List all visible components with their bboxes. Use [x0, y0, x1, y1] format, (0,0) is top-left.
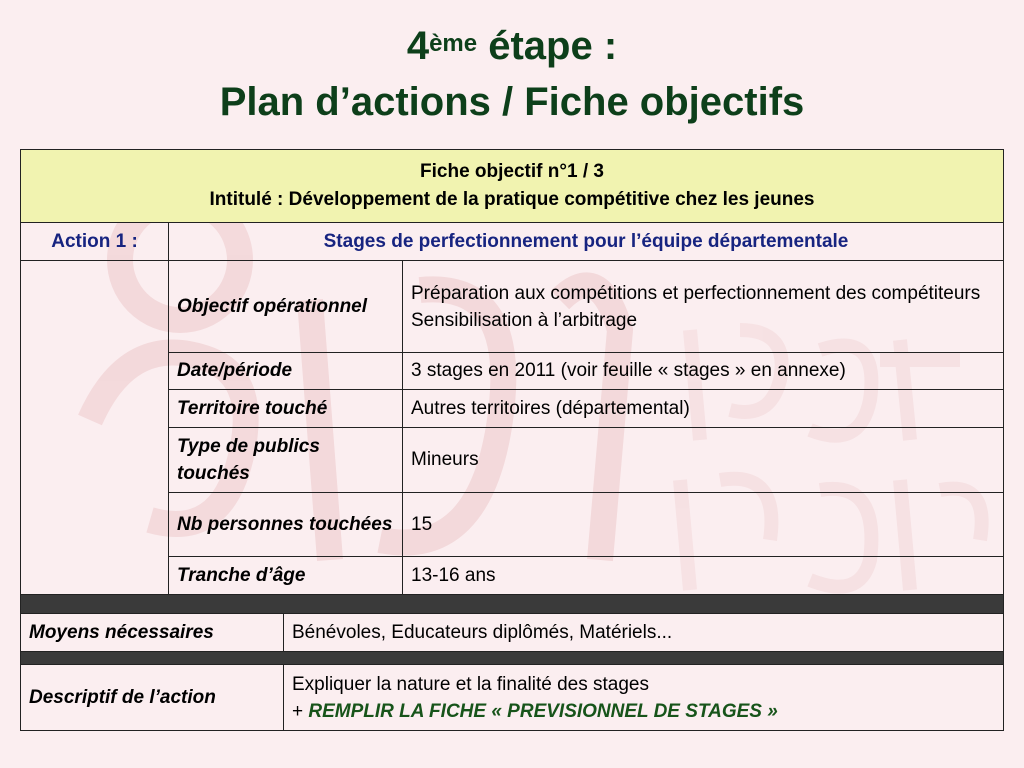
- table-row: [21, 353, 1004, 390]
- descriptif-value: [284, 665, 1004, 731]
- row-label-publics: Type de publics touchés: [169, 428, 403, 493]
- action-name: Stages de perfectionnement pour l’équipe départementale: [169, 223, 1004, 261]
- action-row: [21, 223, 1004, 261]
- divider-row: [21, 595, 1004, 614]
- descriptif-label: Descriptif de l’action: [21, 665, 284, 731]
- title-line-2: Plan d’actions / Fiche objectifs: [219, 80, 805, 124]
- table-row: [21, 557, 1004, 595]
- divider-row: [21, 652, 1004, 665]
- title-step-number: 4: [406, 24, 430, 68]
- objectif-line-1: Préparation aux compétitions et perfectionnement des compétiteurs: [411, 282, 981, 304]
- descriptif-accent: REMPLIR LA FICHE « PREVISIONNEL DE STAGES »: [308, 700, 778, 722]
- table-row: [21, 390, 1004, 428]
- row-value-age: 13-16 ans: [403, 557, 1004, 595]
- fiche-intitule: Intitulé : Développement de la pratique compétitive chez les jeunes: [209, 189, 815, 210]
- row-label-personnes: Nb personnes touchées: [169, 493, 403, 557]
- row-label-objectif: Objectif opérationnel: [169, 261, 403, 353]
- table-row: [21, 261, 1004, 353]
- row-label-territoire: Territoire touché: [169, 390, 403, 428]
- row-value-objectif: [403, 261, 1004, 353]
- fiche-number: Fiche objectif n°1 / 3: [420, 161, 604, 182]
- row-label-date: Date/période: [169, 353, 403, 390]
- moyens-label: Moyens nécessaires: [21, 614, 284, 652]
- moyens-row: [21, 614, 1004, 652]
- descriptif-prefix: +: [292, 700, 309, 722]
- objectif-line-2: Sensibilisation à l’arbitrage: [411, 309, 638, 331]
- page-title: [0, 18, 1024, 130]
- row-value-date: 3 stages en 2011 (voir feuille « stages » en annexe): [403, 353, 1004, 390]
- table-row: [21, 428, 1004, 493]
- row-value-territoire: Autres territoires (départemental): [403, 390, 1004, 428]
- descriptif-row: [21, 665, 1004, 731]
- fiche-header-row: [21, 150, 1004, 223]
- row-value-publics: Mineurs: [403, 428, 1004, 493]
- divider-bar: [21, 595, 1004, 614]
- title-line-1: [0, 18, 1024, 74]
- title-step-label: étape :: [477, 24, 618, 68]
- descriptif-line-2: [292, 698, 995, 725]
- moyens-descriptif-table: [20, 594, 1004, 731]
- empty-indent-cell: [21, 261, 169, 595]
- fiche-header-cell: [21, 150, 1004, 223]
- moyens-value: Bénévoles, Educateurs diplômés, Matériels...: [284, 614, 1004, 652]
- fiche-objectif-table: [20, 149, 1004, 595]
- divider-bar: [21, 652, 1004, 665]
- descriptif-line-1: Expliquer la nature et la finalité des stages: [292, 673, 649, 695]
- title-superscript: ème: [429, 30, 478, 57]
- row-value-personnes: 15: [403, 493, 1004, 557]
- table-row: [21, 493, 1004, 557]
- row-label-age: Tranche d’âge: [169, 557, 403, 595]
- action-label: Action 1 :: [21, 223, 169, 261]
